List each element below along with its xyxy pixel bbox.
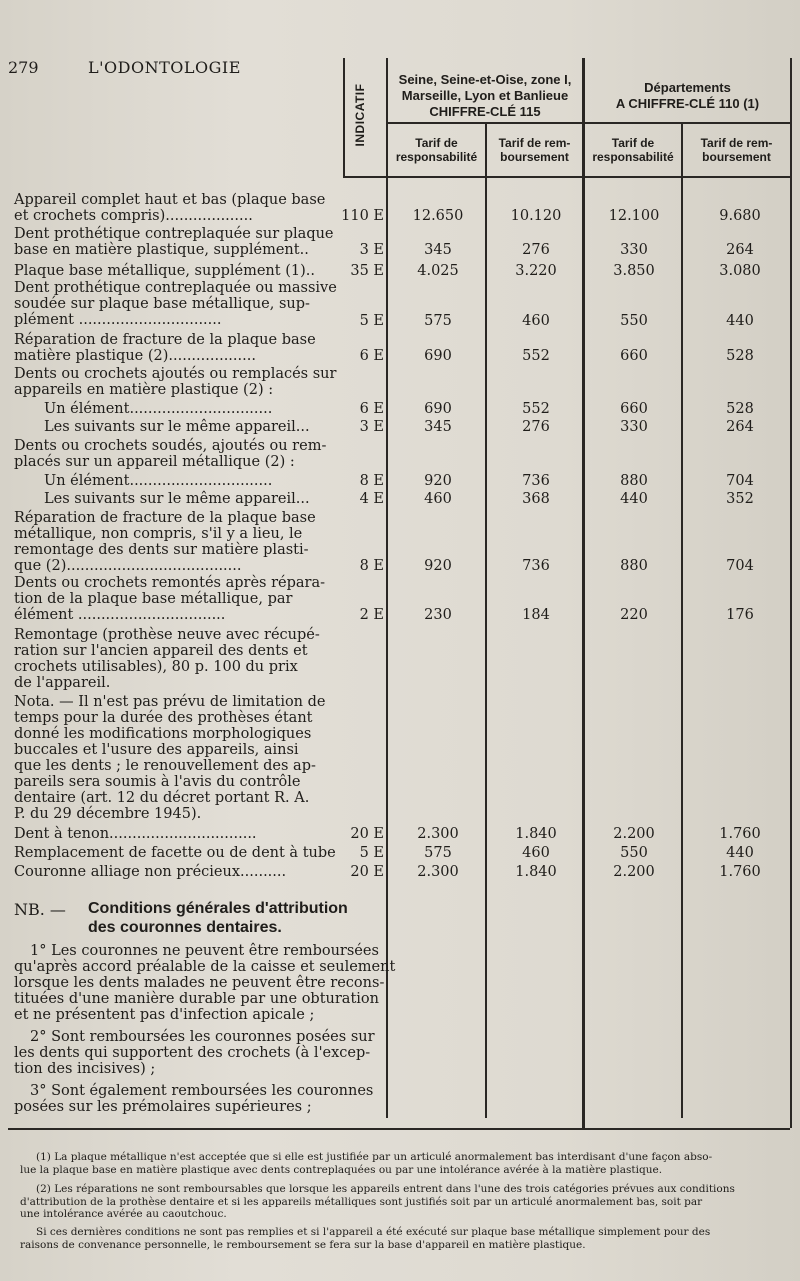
value-cell: 2.200 (613, 864, 655, 880)
value-cell: 176 (726, 607, 754, 623)
value-cell: 352 (726, 491, 754, 507)
row-label: Réparation de fracture de la plaque base matière plastique (2)................... (14, 332, 316, 364)
value-cell: 264 (726, 419, 754, 435)
indicatif-cell: 35 E (350, 263, 384, 279)
row-label: Dents ou crochets soudés, ajoutés ou rem- placés sur un appareil métallique (2) : (14, 438, 327, 470)
value-cell: 552 (522, 348, 550, 364)
value-cell: 345 (424, 242, 452, 258)
indicatif-cell: 2 E (359, 607, 384, 623)
value-cell: 3.850 (613, 263, 655, 279)
nota-paragraph: Nota. — Il n'est pas prévu de limitation de temps pour la durée des prothèses étant donné les modifications morphologiques buccales et l'usure des appareils, ainsi que les dents ; le renouvellement des ap- pareils sera soumis à l'avis du contrôle dentaire (art. 12 du décret portant R. A. P. du 29 décembre 1945). (14, 694, 326, 822)
indicatif-cell: 20 E (350, 826, 384, 842)
row-label: Les suivants sur le même appareil... (44, 491, 310, 507)
row-label: Un élément............................... (44, 473, 273, 489)
footnote-2: (2) Les réparations ne sont remboursables que lorsque les appareils entrent dans l'une des trois catégories prévues aux conditions d'attribution de la prothèse dentaire et si les appareils métalliques sont justifiés soit par un articulé anormalement bas, soit par une intolérance avérée au caoutchouc. (20, 1183, 735, 1220)
row-label: Les suivants sur le même appareil... (44, 419, 310, 435)
value-cell: 704 (726, 558, 754, 574)
value-cell: 2.200 (613, 826, 655, 842)
row-label: Appareil complet haut et bas (plaque base et crochets compris)................... (14, 192, 326, 224)
row-label: Plaque base métallique, supplément (1).. (14, 263, 315, 279)
subheader: Tarif de rem- boursement (700, 136, 773, 164)
indicatif-cell: 6 E (359, 348, 384, 364)
footnote-3: Si ces dernières conditions ne sont pas remplies et si l'appareil a été exécuté sur plaque base métallique simplement pour des raisons de convenance personnelle, le remboursement se fera sur la base d'appareil en matière plastique. (20, 1226, 711, 1251)
row-label: Dent à tenon................................ (14, 826, 257, 842)
value-cell: 345 (424, 419, 452, 435)
value-cell: 660 (620, 401, 648, 417)
divider (386, 122, 582, 124)
value-cell: 736 (522, 473, 550, 489)
row-label: Dent prothétique contreplaquée ou massive soudée sur plaque base métallique, sup- plément ............................... (14, 280, 337, 328)
running-title: L'ODONTOLOGIE (88, 58, 241, 77)
indicatif-cell: 8 E (359, 558, 384, 574)
value-cell: 2.300 (417, 826, 459, 842)
value-cell: 440 (726, 313, 754, 329)
value-cell: 1.760 (719, 864, 761, 880)
divider (343, 58, 345, 178)
value-cell: 528 (726, 401, 754, 417)
row-label: Dents ou crochets remontés après répara- tion de la plaque base métallique, par élément ................................ (14, 575, 325, 623)
value-cell: 3.220 (515, 263, 557, 279)
value-cell: 550 (620, 845, 648, 861)
value-cell: 690 (424, 401, 452, 417)
value-cell: 690 (424, 348, 452, 364)
value-cell: 230 (424, 607, 452, 623)
row-label: Réparation de fracture de la plaque base métallique, non compris, s'il y a lieu, le remontage des dents sur matière plasti- que (2)...................................... (14, 510, 316, 574)
value-cell: 440 (726, 845, 754, 861)
nb-label: NB. — (14, 900, 66, 919)
value-cell: 550 (620, 313, 648, 329)
value-cell: 12.100 (608, 208, 660, 224)
value-cell: 920 (424, 558, 452, 574)
header-rule (343, 176, 790, 178)
nb-paragraph-3: 3° Sont également remboursées les couronnes posées sur les prémolaires supérieures ; (14, 1083, 374, 1115)
value-cell: 276 (522, 242, 550, 258)
group1-header: Seine, Seine-et-Oise, zone I, Marseille, Lyon et Banlieue CHIFFRE-CLÉ 115 (398, 72, 572, 119)
row-label: Remplacement de facette ou de dent à tube (14, 845, 336, 861)
indicatif-cell: 3 E (359, 419, 384, 435)
footnote-1: (1) La plaque métallique n'est acceptée que si elle est justifiée par un articulé anormalement bas interdisant d'une façon abso- lue la plaque base en matière plastique avec dents contreplaquées ou par une intolérance avérée à la matière plastique. (20, 1151, 713, 1176)
indicatif-cell: 8 E (359, 473, 384, 489)
value-cell: 276 (522, 419, 550, 435)
group2-header: Départements A CHIFFRE-CLÉ 110 (1) (615, 80, 760, 111)
value-cell: 368 (522, 491, 550, 507)
value-cell: 2.300 (417, 864, 459, 880)
value-cell: 10.120 (510, 208, 562, 224)
value-cell: 330 (620, 242, 648, 258)
row-label: Dents ou crochets ajoutés ou remplacés sur appareils en matière plastique (2) : (14, 366, 337, 398)
indicatif-cell: 6 E (359, 401, 384, 417)
value-cell: 220 (620, 607, 648, 623)
subheader: Tarif de responsabilité (592, 136, 674, 164)
value-cell: 736 (522, 558, 550, 574)
value-cell: 1.840 (515, 864, 557, 880)
row-label: Couronne alliage non précieux.......... (14, 864, 287, 880)
divider (585, 122, 790, 124)
value-cell: 9.680 (719, 208, 761, 224)
indicatif-cell: 5 E (359, 845, 384, 861)
value-cell: 460 (522, 845, 550, 861)
subheader: Tarif de rem- boursement (498, 136, 571, 164)
indicatif-cell: 20 E (350, 864, 384, 880)
value-cell: 184 (522, 607, 550, 623)
nb-title: Conditions générales d'attribution des couronnes dentaires. (88, 900, 348, 936)
value-cell: 1.760 (719, 826, 761, 842)
indicatif-cell: 110 E (341, 208, 384, 224)
value-cell: 264 (726, 242, 754, 258)
value-cell: 4.025 (417, 263, 459, 279)
row-label: Un élément............................... (44, 401, 273, 417)
value-cell: 12.650 (412, 208, 464, 224)
value-cell: 552 (522, 401, 550, 417)
indicatif-cell: 4 E (359, 491, 384, 507)
value-cell: 575 (424, 845, 452, 861)
value-cell: 528 (726, 348, 754, 364)
row-label: Dent prothétique contreplaquée sur plaque base en matière plastique, supplément.. (14, 226, 334, 258)
value-cell: 440 (620, 491, 648, 507)
value-cell: 660 (620, 348, 648, 364)
nb-paragraph-2: 2° Sont remboursées les couronnes posées sur les dents qui supportent des crochets (à l'excep- tion des incisives) ; (14, 1029, 375, 1077)
footnote-rule (8, 1128, 790, 1130)
indicatif-header: INDICATIF (353, 83, 367, 147)
value-cell: 330 (620, 419, 648, 435)
value-cell: 3.080 (719, 263, 761, 279)
row-label: Remontage (prothèse neuve avec récupé- ration sur l'ancien appareil des dents et crochets utilisables), 80 p. 100 du prix de l'appareil. (14, 627, 320, 691)
value-cell: 460 (424, 491, 452, 507)
value-cell: 880 (620, 473, 648, 489)
value-cell: 920 (424, 473, 452, 489)
subheader: Tarif de responsabilité (395, 136, 478, 164)
value-cell: 460 (522, 313, 550, 329)
value-cell: 704 (726, 473, 754, 489)
page-number: 279 (8, 58, 39, 77)
indicatif-cell: 5 E (359, 313, 384, 329)
indicatif-cell: 3 E (359, 242, 384, 258)
value-cell: 880 (620, 558, 648, 574)
value-cell: 1.840 (515, 826, 557, 842)
value-cell: 575 (424, 313, 452, 329)
nb-paragraph-1: 1° Les couronnes ne peuvent être remboursées qu'après accord préalable de la caisse et seulement lorsque les dents malades ne peuvent être recons- tituées d'une manière durable par une obturation et ne présentent pas d'infection apicale ; (14, 943, 396, 1023)
